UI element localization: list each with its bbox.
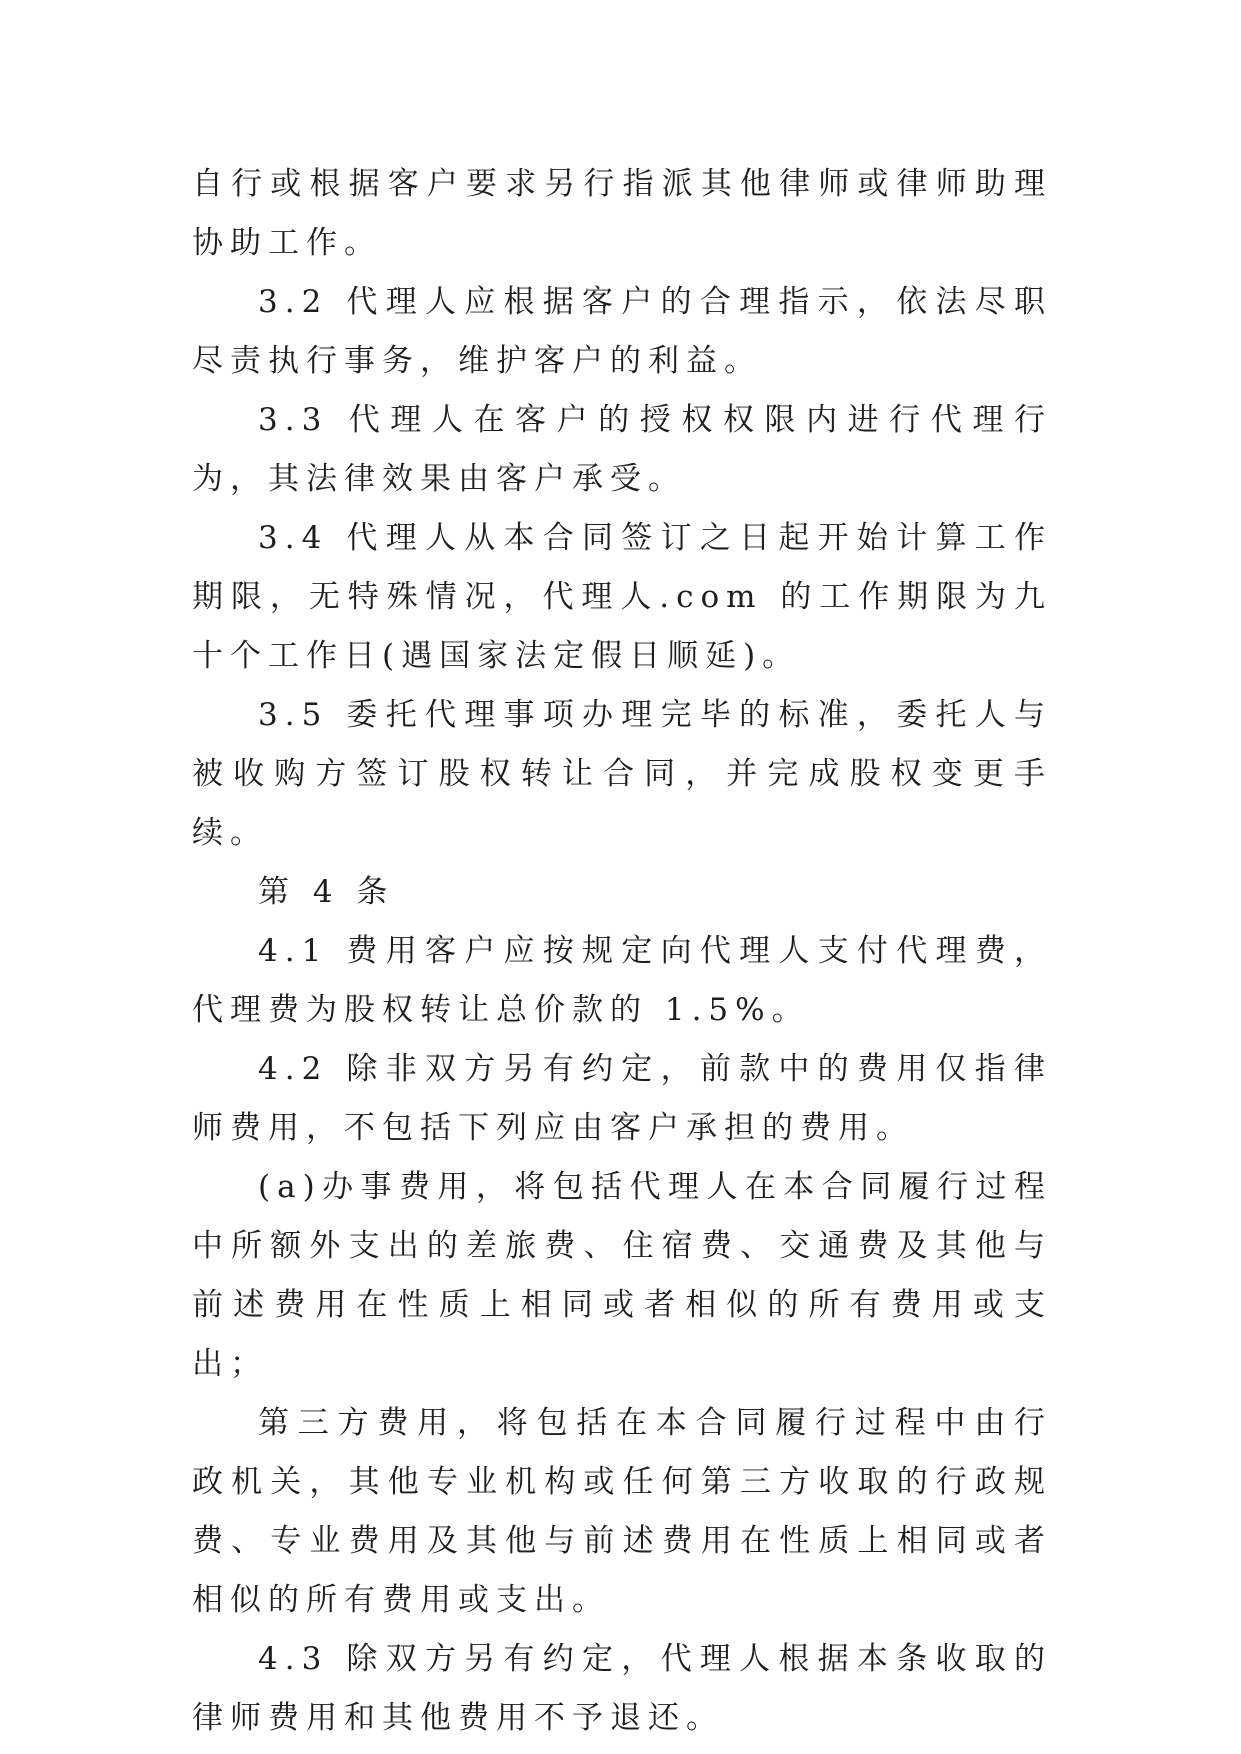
paragraph-4-3: 4.3 除双方另有约定，代理人根据本条收取的律师费用和其他费用不予退还。 bbox=[192, 1641, 1052, 1736]
article-4-heading: 第 4 条 bbox=[258, 874, 395, 910]
paragraph-continuation: 自行或根据客户要求另行指派其他律师或律师助理协助工作。 bbox=[192, 166, 1052, 261]
document-body bbox=[192, 155, 1052, 1748]
paragraph-3-2: 3.2 代理人应根据客户的合理指示，依法尽职尽责执行事务，维护客户的利益。 bbox=[192, 284, 1052, 379]
paragraph-third-party-fees: 第三方费用，将包括在本合同履行过程中由行政机关，其他专业机构或任何第三方收取的行政规费、专业费用及其他与前述费用在性质上相同或者相似的所有费用或支出。 bbox=[192, 1405, 1052, 1618]
paragraph-3-5: 3.5 委托代理事项办理完毕的标准，委托人与被收购方签订股权转让合同，并完成股权变更手续。 bbox=[192, 697, 1052, 851]
paragraph-4-2: 4.2 除非双方另有约定，前款中的费用仅指律师费用，不包括下列应由客户承担的费用。 bbox=[192, 1051, 1052, 1146]
paragraph-3-3: 3.3 代理人在客户的授权权限内进行代理行为，其法律效果由客户承受。 bbox=[192, 402, 1052, 497]
paragraph-4-2-a: (a)办事费用，将包括代理人在本合同履行过程中所额外支出的差旅费、住宿费、交通费及其他与前述费用在性质上相同或者相似的所有费用或支出； bbox=[192, 1169, 1052, 1382]
paragraph-3-4: 3.4 代理人从本合同签订之日起开始计算工作期限，无特殊情况，代理人.com 的工作期限为九十个工作日(遇国家法定假日顺延)。 bbox=[192, 520, 1052, 674]
paragraph-4-1: 4.1 费用客户应按规定向代理人支付代理费，代理费为股权转让总价款的 1.5%。 bbox=[192, 933, 1052, 1028]
